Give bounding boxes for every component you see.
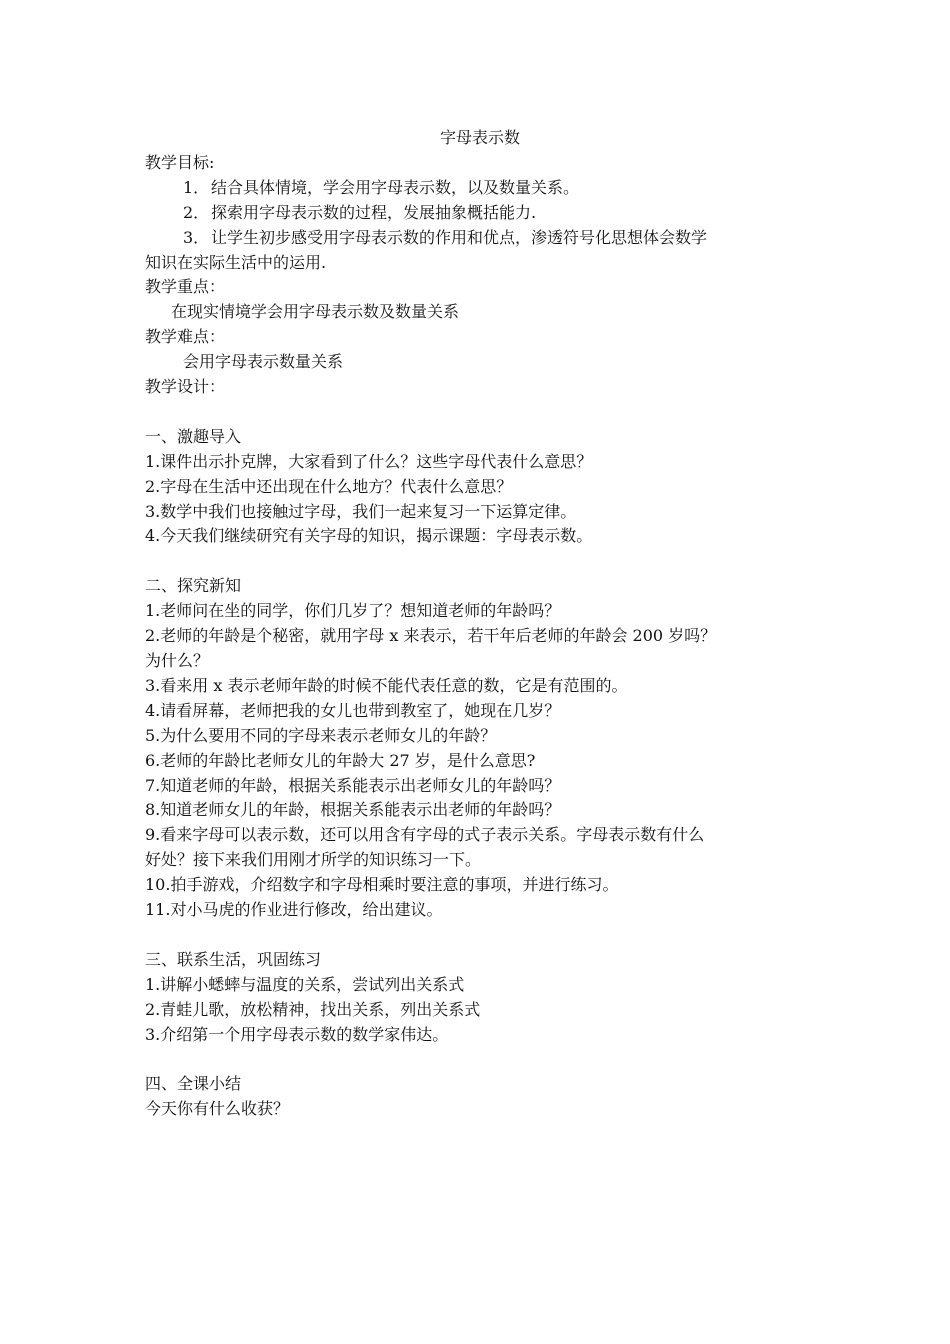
- goal-continuation: 知识在实际生活中的运用.: [145, 252, 327, 272]
- goals-heading: 教学目标:: [145, 152, 215, 172]
- section-item: 1.老师问在坐的同学，你们几岁了？想知道老师的年龄吗？: [145, 601, 561, 621]
- section-item: 2.字母在生活中还出现在什么地方？代表什么意思？: [145, 476, 513, 496]
- goal-item: [145, 201, 815, 226]
- section-heading: 一、激趣导入: [145, 426, 242, 446]
- document-title: 字母表示数: [439, 128, 520, 147]
- section-heading: 三、联系生活，巩固练习: [145, 949, 322, 969]
- goal-number: 2．: [183, 202, 210, 222]
- document-body: [145, 126, 815, 1122]
- section-heading: 二、探究新知: [145, 576, 242, 596]
- section-item: 1.课件出示扑克牌，大家看到了什么？这些字母代表什么意思？: [145, 451, 593, 471]
- section-item: 5.为什么要用不同的字母来表示老师女儿的年龄？: [145, 725, 497, 745]
- difficulty-text: 会用字母表示数量关系: [183, 352, 344, 372]
- goal-number: 1．: [183, 177, 210, 197]
- section-item: 10.拍手游戏，介绍数字和字母相乘时要注意的事项，并进行练习。: [145, 875, 619, 895]
- section-item: 为什么？: [145, 651, 210, 670]
- goal-number: 3．: [183, 227, 210, 247]
- section-item: 4.今天我们继续研究有关字母的知识，揭示课题：字母表示数。: [145, 526, 593, 546]
- section-item: 9.看来字母可以表示数，还可以用含有字母的式子表示关系。字母表示数有什么: [145, 825, 705, 845]
- key-point-heading: 教学重点：: [145, 277, 226, 297]
- section-heading: 四、全课小结: [145, 1074, 242, 1094]
- goal-text: 探索用字母表示数的过程，发展抽象概括能力.: [211, 202, 537, 222]
- goal-text: 结合具体情境，学会用字母表示数，以及数量关系。: [211, 177, 580, 197]
- goal-item: [145, 176, 815, 201]
- difficulty-heading: 教学难点：: [145, 327, 226, 347]
- section-item: 2.青蛙儿歌，放松精神，找出关系，列出关系式: [145, 999, 481, 1019]
- section-item: 8.知道老师女儿的年龄，根据关系能表示出老师的年龄吗？: [145, 800, 561, 820]
- spacer: [145, 923, 815, 948]
- section-item: 好处？接下来我们用刚才所学的知识练习一下。: [145, 850, 482, 870]
- section-item: 6.老师的年龄比老师女儿的年龄大 27 岁，是什么意思?: [145, 750, 536, 770]
- section-item: 4.请看屏幕，老师把我的女儿也带到教室了，她现在几岁？: [145, 700, 561, 720]
- section-item: 3.数学中我们也接触过字母，我们一起来复习一下运算定律。: [145, 501, 577, 521]
- design-heading: 教学设计：: [145, 377, 226, 397]
- section-item: 3.介绍第一个用字母表示数的数学家伟达。: [145, 1024, 449, 1044]
- section-item: 3.看来用 x 表示老师年龄的时候不能代表任意的数，它是有范围的。: [145, 675, 628, 695]
- section-item: 今天你有什么收获？: [145, 1099, 290, 1119]
- spacer: [145, 549, 815, 574]
- section-item: 7.知道老师的年龄，根据关系能表示出老师女儿的年龄吗？: [145, 775, 561, 795]
- section-item: 1.讲解小蟋蟀与温度的关系，尝试列出关系式: [145, 974, 465, 994]
- goal-item: [145, 226, 815, 251]
- key-point-text: 在现实情境学会用字母表示数及数量关系: [171, 302, 460, 322]
- goal-text: 让学生初步感受用字母表示数的作用和优点，渗透符号化思想体会数学: [211, 227, 708, 247]
- spacer: [145, 1047, 815, 1072]
- spacer: [145, 400, 815, 425]
- section-item: 2.老师的年龄是个秘密，就用字母 x 来表示，若干年后老师的年龄会 200 岁吗？: [145, 626, 717, 646]
- section-item: 11.对小马虎的作业进行修改，给出建议。: [145, 900, 443, 920]
